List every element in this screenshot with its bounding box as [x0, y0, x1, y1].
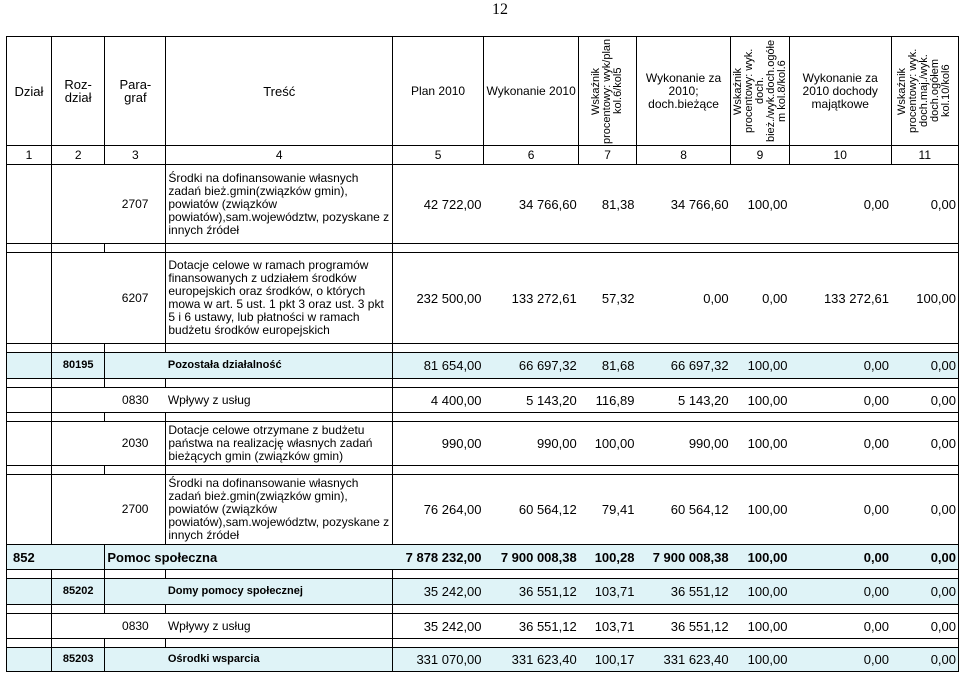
dzial-cell [7, 165, 52, 244]
table-row-subsection [7, 579, 959, 605]
paragraf-cell [105, 353, 166, 379]
wskaznik-1-cell: 116,89 [579, 388, 637, 413]
wskaznik-3-cell: 0,00 [891, 388, 958, 413]
dzial-cell: 852 [7, 545, 105, 570]
description-cell: Środki na dofinansowanie własnych zadań bież.gmin(związków gmin), powiatów (związków powiatów),sam.województw, pozyskane z innych źródeł [166, 475, 393, 545]
column-number: 6 [484, 146, 579, 165]
biezace-cell: 7 900 008,38 [636, 545, 730, 570]
wskaznik-2-cell: 100,00 [731, 388, 790, 413]
table-row [7, 388, 959, 413]
header-wykonanie-majatkowe: Wykonanie za 2010 dochody majątkowe [789, 37, 891, 146]
plan-cell: 35 242,00 [393, 579, 484, 605]
row-spacer [7, 413, 959, 422]
table-row [7, 475, 959, 545]
biezace-cell: 66 697,32 [636, 353, 730, 379]
description-cell: Pozostała działalność [166, 353, 393, 379]
wskaznik-1-cell: 79,41 [579, 475, 637, 545]
wskaznik-2-cell: 0,00 [731, 253, 790, 344]
description-cell: Domy pomocy społecznej [166, 579, 393, 605]
wskaznik-2-cell: 100,00 [731, 475, 790, 545]
wskaznik-1-cell: 103,71 [579, 579, 637, 605]
row-spacer [7, 466, 959, 475]
paragraf-cell: 0830 [105, 388, 166, 413]
table-row-subsection [7, 353, 959, 379]
header-dzial: Dział [7, 37, 52, 146]
paragraf-cell: 2030 [105, 422, 166, 466]
description-cell: Dotacje celowe w ramach programów finansowanych z udziałem środków europejskich oraz środków, o których mowa w art. 5 ust. 1 pkt 3 oraz ust. 3 pkt 5 i 6 ustawy, lub płatności w ramach budżetu środków europejskich [166, 253, 393, 344]
rozdzial-cell: 85202 [51, 579, 104, 605]
header-wskaznik-3-text: Wskaźnik procentowy: wyk. doch.maj./wyk. doch.ogółem kol.10/kol6 [896, 48, 953, 134]
row-spacer [7, 605, 959, 614]
column-number-row [7, 146, 959, 165]
majatkowe-cell: 0,00 [789, 614, 891, 639]
header-wskaznik-3 [891, 37, 958, 146]
biezace-cell: 34 766,60 [636, 165, 730, 244]
header-plan: Plan 2010 [393, 37, 484, 146]
rozdzial-cell [51, 475, 104, 545]
wykonanie-cell: 5 143,20 [484, 388, 579, 413]
rozdzial-cell: 80195 [51, 353, 104, 379]
paragraf-cell: 6207 [105, 253, 166, 344]
plan-cell: 331 070,00 [393, 648, 484, 672]
rozdzial-cell [51, 253, 104, 344]
wykonanie-cell: 990,00 [484, 422, 579, 466]
wskaznik-1-cell: 57,32 [579, 253, 637, 344]
header-wykonanie: Wykonanie 2010 [484, 37, 579, 146]
row-spacer [7, 244, 959, 253]
description-cell: Dotacje celowe otrzymane z budżetu państwa na realizację własnych zadań bieżących gmin (związków gmin) [166, 422, 393, 466]
plan-cell: 7 878 232,00 [393, 545, 484, 570]
column-number: 1 [7, 146, 52, 165]
wskaznik-2-cell: 100,00 [731, 648, 790, 672]
plan-cell: 35 242,00 [393, 614, 484, 639]
majatkowe-cell: 0,00 [789, 579, 891, 605]
majatkowe-cell: 133 272,61 [789, 253, 891, 344]
dzial-cell [7, 422, 52, 466]
header-wskaznik-2-text: Wskaźnik procentowy: wyk. doch. bież./wyk.doch.ogółe m kol.8/kol.6 [731, 39, 788, 143]
plan-cell: 42 722,00 [393, 165, 484, 244]
description-cell: Środki na dofinansowanie własnych zadań bież.gmin(związków gmin), powiatów (związków powiatów),sam.województw, pozyskane z innych źródeł [166, 165, 393, 244]
plan-cell: 4 400,00 [393, 388, 484, 413]
row-spacer [7, 379, 959, 388]
wskaznik-3-cell: 0,00 [891, 165, 958, 244]
majatkowe-cell: 0,00 [789, 475, 891, 545]
paragraf-cell [105, 579, 166, 605]
dzial-cell [7, 253, 52, 344]
wskaznik-2-cell: 100,00 [731, 422, 790, 466]
description-cell: Ośrodki wsparcia [166, 648, 393, 672]
header-wykonanie-biezace: Wykonanie za 2010; doch.bieżące [636, 37, 730, 146]
table-row [7, 253, 959, 344]
header-rozdzial-text: Roz- dział [64, 77, 92, 105]
majatkowe-cell: 0,00 [789, 353, 891, 379]
plan-cell: 232 500,00 [393, 253, 484, 344]
wskaznik-1-cell: 100,00 [579, 422, 637, 466]
table-row [7, 422, 959, 466]
column-number: 7 [579, 146, 637, 165]
table-row-section [7, 545, 959, 570]
wskaznik-2-cell: 100,00 [731, 614, 790, 639]
wykonanie-cell: 331 623,40 [484, 648, 579, 672]
page-number: 12 [492, 1, 508, 18]
paragraf-cell: 2700 [105, 475, 166, 545]
majatkowe-cell: 0,00 [789, 545, 891, 570]
rozdzial-cell [51, 165, 104, 244]
header-wskaznik-1-text: Wskaźnik procentowy: wyk/plan kol.6/kol5 [590, 38, 625, 144]
plan-cell: 81 654,00 [393, 353, 484, 379]
dzial-cell [7, 475, 52, 545]
table-row [7, 165, 959, 244]
wykonanie-cell: 34 766,60 [484, 165, 579, 244]
dzial-cell [7, 614, 52, 639]
wskaznik-3-cell: 0,00 [891, 614, 958, 639]
row-spacer [7, 639, 959, 648]
paragraf-cell: 2707 [105, 165, 166, 244]
row-spacer [7, 570, 959, 579]
biezace-cell: 5 143,20 [636, 388, 730, 413]
majatkowe-cell: 0,00 [789, 648, 891, 672]
header-paragraf [105, 37, 166, 146]
table-row [7, 614, 959, 639]
biezace-cell: 0,00 [636, 253, 730, 344]
wskaznik-2-cell: 100,00 [731, 545, 790, 570]
header-wskaznik-2 [731, 37, 790, 146]
header-rozdzial [51, 37, 104, 146]
biezace-cell: 36 551,12 [636, 579, 730, 605]
table-row-subsection [7, 648, 959, 672]
column-number: 11 [891, 146, 958, 165]
dzial-cell [7, 579, 52, 605]
wskaznik-3-cell: 0,00 [891, 422, 958, 466]
header-wskaznik-1 [579, 37, 637, 146]
wskaznik-3-cell: 0,00 [891, 545, 958, 570]
wskaznik-1-cell: 103,71 [579, 614, 637, 639]
biezace-cell: 331 623,40 [636, 648, 730, 672]
column-number: 9 [731, 146, 790, 165]
rozdzial-cell [51, 422, 104, 466]
header-paragraf-text: Para- graf [119, 77, 152, 105]
dzial-cell [7, 648, 52, 672]
wykonanie-cell: 133 272,61 [484, 253, 579, 344]
wskaznik-1-cell: 100,17 [579, 648, 637, 672]
biezace-cell: 60 564,12 [636, 475, 730, 545]
column-number: 3 [105, 146, 166, 165]
wykonanie-cell: 66 697,32 [484, 353, 579, 379]
wskaznik-3-cell: 0,00 [891, 475, 958, 545]
column-number: 8 [636, 146, 730, 165]
wskaznik-1-cell: 100,28 [579, 545, 637, 570]
wykonanie-cell: 36 551,12 [484, 614, 579, 639]
budget-table [6, 36, 959, 672]
rozdzial-cell [51, 614, 104, 639]
biezace-cell: 36 551,12 [636, 614, 730, 639]
paragraf-cell: 0830 [105, 614, 166, 639]
wskaznik-1-cell: 81,68 [579, 353, 637, 379]
rozdzial-cell [51, 388, 104, 413]
description-cell: Pomoc społeczna [105, 545, 393, 570]
wskaznik-3-cell: 100,00 [891, 253, 958, 344]
plan-cell: 990,00 [393, 422, 484, 466]
description-cell: Wpływy z usług [166, 614, 393, 639]
column-number: 4 [166, 146, 393, 165]
description-cell: Wpływy z usług [166, 388, 393, 413]
wskaznik-2-cell: 100,00 [731, 165, 790, 244]
wskaznik-3-cell: 0,00 [891, 353, 958, 379]
column-number: 2 [51, 146, 104, 165]
dzial-cell [7, 353, 52, 379]
wskaznik-2-cell: 100,00 [731, 353, 790, 379]
wskaznik-2-cell: 100,00 [731, 579, 790, 605]
column-number: 10 [789, 146, 891, 165]
header-tresc: Treść [166, 37, 393, 146]
rozdzial-cell: 85203 [51, 648, 104, 672]
biezace-cell: 990,00 [636, 422, 730, 466]
row-spacer [7, 344, 959, 353]
wskaznik-1-cell: 81,38 [579, 165, 637, 244]
paragraf-cell [105, 648, 166, 672]
wskaznik-3-cell: 0,00 [891, 648, 958, 672]
wykonanie-cell: 36 551,12 [484, 579, 579, 605]
dzial-cell [7, 388, 52, 413]
wykonanie-cell: 60 564,12 [484, 475, 579, 545]
majatkowe-cell: 0,00 [789, 422, 891, 466]
plan-cell: 76 264,00 [393, 475, 484, 545]
majatkowe-cell: 0,00 [789, 165, 891, 244]
wskaznik-3-cell: 0,00 [891, 579, 958, 605]
wykonanie-cell: 7 900 008,38 [484, 545, 579, 570]
header-row [7, 37, 959, 146]
majatkowe-cell: 0,00 [789, 388, 891, 413]
column-number: 5 [393, 146, 484, 165]
